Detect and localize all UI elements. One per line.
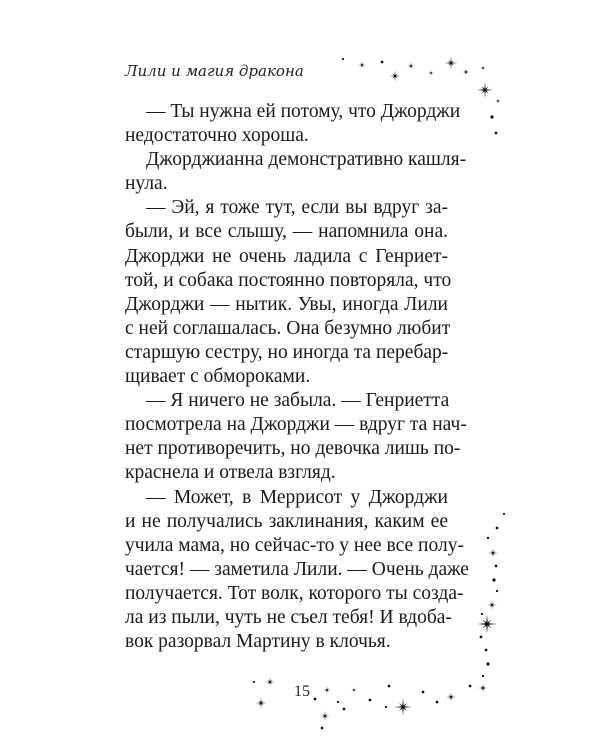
text-line: были, и все слышу, — напомнила она. xyxy=(125,221,448,243)
star-icon xyxy=(255,697,266,708)
star-icon xyxy=(485,649,488,652)
star-icon xyxy=(320,711,330,721)
star-icon xyxy=(323,686,331,694)
text-line: нула. xyxy=(125,173,168,195)
star-icon xyxy=(481,613,483,615)
star-icon xyxy=(487,537,489,539)
star-icon xyxy=(480,636,483,639)
star-icon xyxy=(495,132,498,135)
star-icon xyxy=(389,70,400,81)
text-line: чается! — заметила Лили. — Очень даже xyxy=(125,558,469,580)
star-icon xyxy=(253,681,255,683)
star-icon xyxy=(480,65,486,71)
star-icon xyxy=(477,82,493,98)
star-icon xyxy=(388,685,391,688)
star-icon xyxy=(446,692,456,702)
text-line: недостаточно хороша. xyxy=(125,125,309,147)
text-line: учила мама, но сейчас-то у нее все полу- xyxy=(125,534,464,556)
star-icon xyxy=(314,698,317,701)
star-icon xyxy=(381,61,384,64)
text-line: — Ты нужна ей потому, что Джорджи xyxy=(146,101,461,122)
text-line: с ней соглашалась. Она безумно любит xyxy=(125,317,451,339)
star-icon xyxy=(445,57,458,70)
star-icon xyxy=(462,68,470,76)
star-icon xyxy=(496,590,498,592)
star-icon xyxy=(488,548,498,558)
star-icon xyxy=(351,687,357,693)
text-line: краснела и отвела взгляд. xyxy=(125,462,336,484)
text-line: старшую сестру, но иногда та перебар- xyxy=(125,341,449,363)
text-line: и не получались заклинания, каким ее xyxy=(125,510,448,532)
star-icon xyxy=(436,701,439,704)
text-line: вок разорвал Мартину в клочья. xyxy=(125,631,391,653)
star-icon xyxy=(369,699,372,702)
text-line: ла из пыли, чуть не съел тебя! И вдоба- xyxy=(125,606,452,628)
text-line: — Может, в Меррисот у Джорджи xyxy=(146,486,448,508)
text-line: получается. Тот волк, которого ты созда- xyxy=(125,582,464,604)
star-icon xyxy=(477,614,496,633)
star-icon xyxy=(496,527,499,530)
text-line: щивает с обмороками. xyxy=(125,366,311,388)
text-line: той, и собака постоянно повторяла, что xyxy=(125,269,452,291)
star-icon xyxy=(265,677,275,687)
text-line: — Я ничего не забыла. — Генриетта xyxy=(146,390,450,412)
star-icon xyxy=(487,600,497,610)
star-icon xyxy=(422,691,425,694)
star-icon xyxy=(486,662,489,665)
star-icon xyxy=(343,708,346,711)
text-line: нет противоречить, но девочка лишь по- xyxy=(125,438,461,460)
page-number: 15 xyxy=(294,683,310,700)
star-icon xyxy=(469,685,472,688)
text-line: Джорджианна демонстративно кашля- xyxy=(146,149,467,171)
star-icon xyxy=(385,706,387,708)
star-icon xyxy=(495,565,498,568)
star-icon xyxy=(428,70,434,76)
star-icon xyxy=(490,115,493,118)
star-icon xyxy=(337,701,339,703)
text-line: посмотрела на Джорджи — вдруг та нач- xyxy=(125,414,467,436)
text-line: Джорджи — нытик. Увы, иногда Лили xyxy=(125,293,448,315)
star-icon xyxy=(407,62,415,70)
running-header: Лили и магия дракона xyxy=(125,62,304,80)
text-line: — Эй, я тоже тут, если вы вдруг за- xyxy=(146,197,448,219)
text-line: Джорджи не очень ладила с Генриет- xyxy=(125,245,448,267)
star-icon xyxy=(503,513,505,515)
star-icon xyxy=(321,727,324,730)
star-icon xyxy=(478,683,488,693)
star-icon xyxy=(495,98,501,104)
star-icon xyxy=(482,675,484,677)
star-icon xyxy=(394,698,412,716)
star-icon xyxy=(358,61,366,69)
star-icon xyxy=(342,58,344,60)
star-icon xyxy=(492,578,495,581)
